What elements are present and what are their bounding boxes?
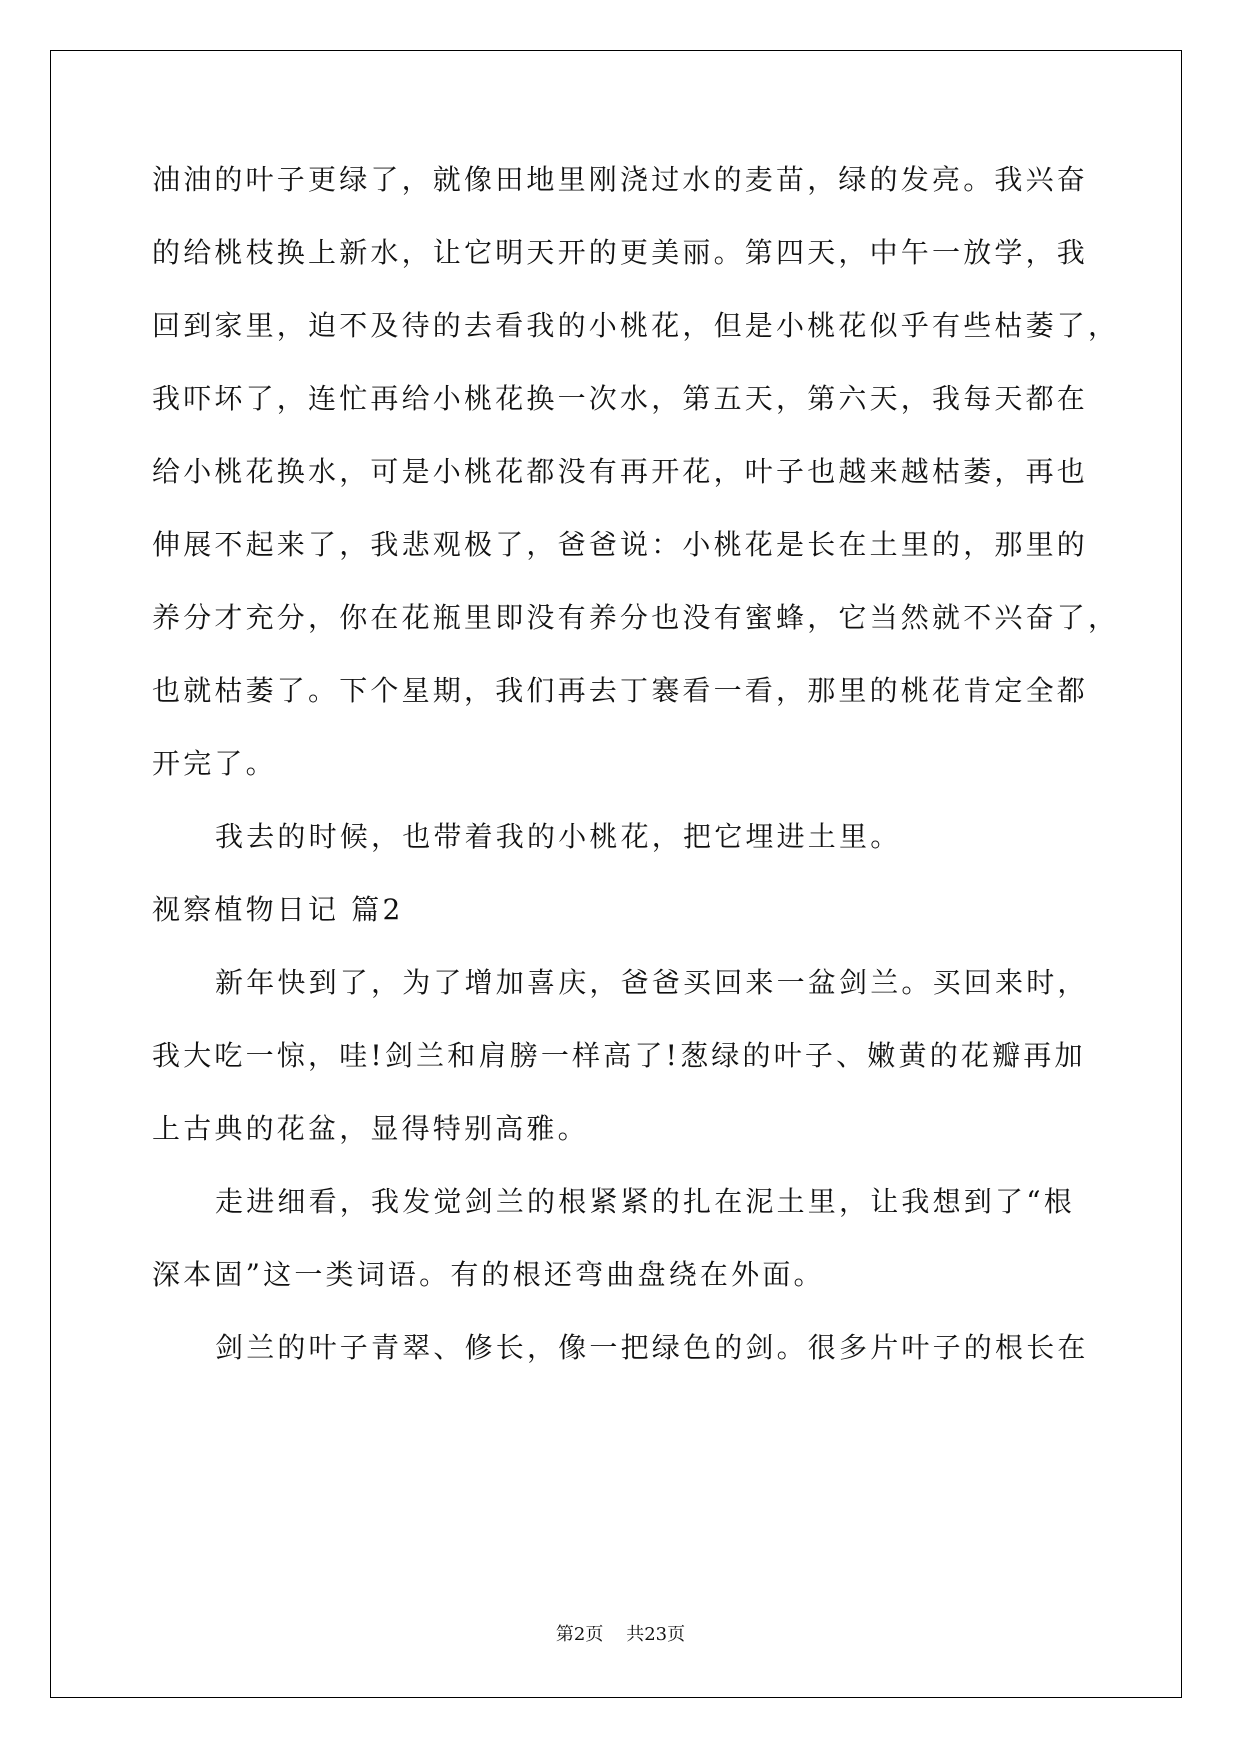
body-line: 也就枯萎了。下个星期，我们再去丁褰看一看，那里的桃花肯定全都: [152, 674, 1089, 707]
page-border: [50, 50, 1182, 1698]
body-line: 我去的时候，也带着我的小桃花，把它埋进土里。: [215, 820, 902, 853]
body-line: 油油的叶子更绿了，就像田地里刚浇过水的麦苗，绿的发亮。我兴奋: [152, 163, 1089, 196]
section-heading: 视察植物日记 篇2: [152, 893, 404, 926]
body-line: 我吓坏了，连忙再给小桃花换一次水，第五天，第六天，我每天都在: [152, 382, 1089, 415]
page-footer: [0, 1620, 1241, 1646]
body-line: 剑兰的叶子青翠、修长，像一把绿色的剑。很多片叶子的根长在: [215, 1331, 1089, 1364]
body-line: 深本固”这一类词语。有的根还弯曲盘绕在外面。: [152, 1258, 825, 1291]
body-line: 走进细看，我发觉剑兰的根紧紧的扎在泥土里，让我想到了“根: [215, 1185, 1075, 1218]
footer-gap: [603, 1624, 626, 1645]
body-line: 给小桃花换水，可是小桃花都没有再开花，叶子也越来越枯萎，再也: [152, 455, 1089, 488]
body-line: 上古典的花盆，显得特别高雅。: [152, 1112, 589, 1145]
body-line: 回到家里，迫不及待的去看我的小桃花，但是小桃花似乎有些枯萎了，: [152, 309, 1120, 342]
body-line: 养分才充分，你在花瓶里即没有养分也没有蜜蜂，它当然就不兴奋了，: [152, 601, 1120, 634]
page-number: 第2页: [555, 1624, 604, 1645]
body-line: 开完了。: [152, 747, 277, 780]
body-line: 新年快到了，为了增加喜庆，爸爸买回来一盆剑兰。买回来时，: [215, 966, 1089, 999]
body-line: 伸展不起来了，我悲观极了，爸爸说：小桃花是长在土里的，那里的: [152, 528, 1089, 561]
body-line: 的给桃枝换上新水，让它明天开的更美丽。第四天，中午一放学，我: [152, 236, 1089, 269]
body-line: 我大吃一惊，哇!剑兰和肩膀一样高了!葱绿的叶子、嫩黄的花瓣再加: [152, 1039, 1086, 1072]
page-total: 共23页: [626, 1624, 686, 1645]
